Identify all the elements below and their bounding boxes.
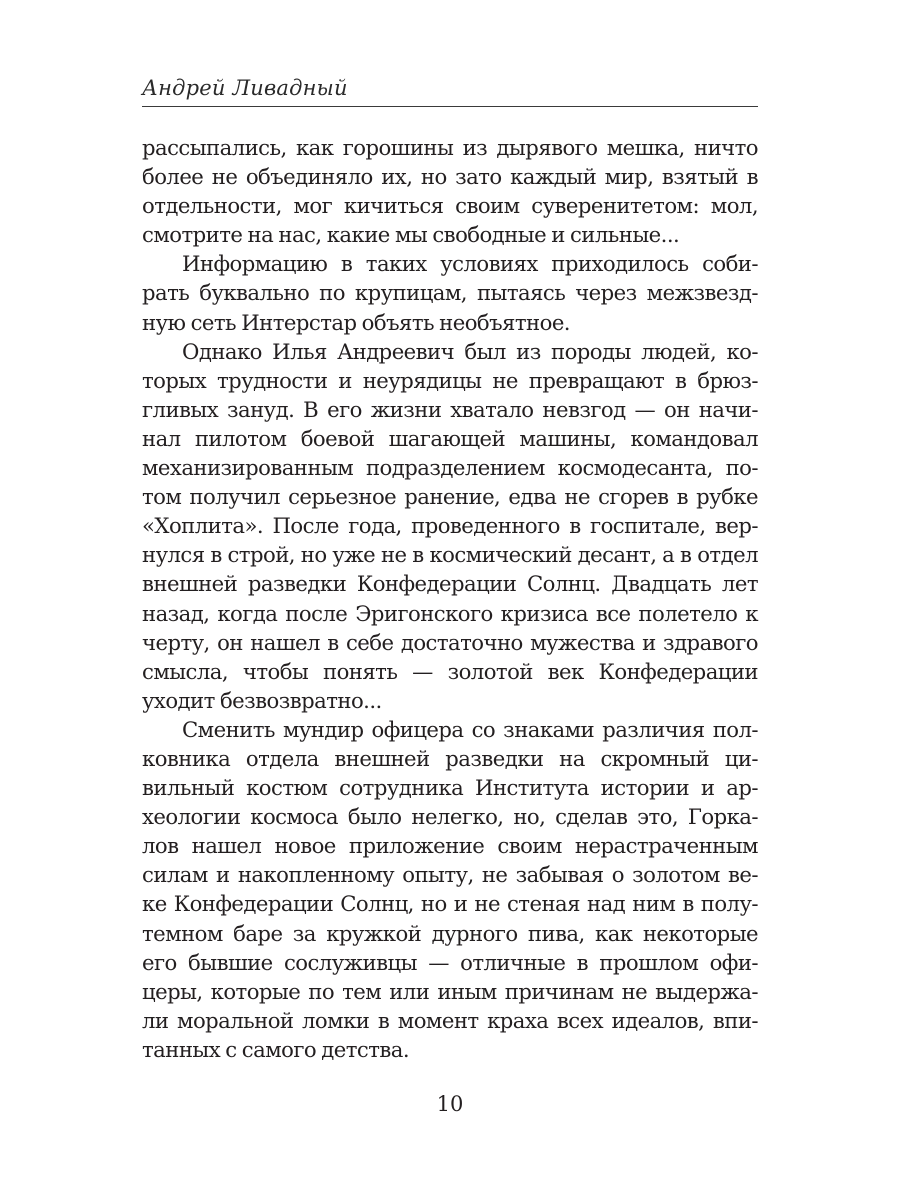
text-line: вильный костюм сотрудника Института истории и ар- [142,775,758,801]
text-line: торых трудности и неурядицы не превращают в брюз- [142,367,758,393]
text-line: ке Конфедерации Солнц, но и не стеная над ним в полу- [142,891,758,917]
text-line: внешней разведки Конфедерации Солнц. Двадцать лет [142,571,758,597]
text-line: «Хоплита». После года, проведенного в госпитале, вер- [142,513,758,539]
text-line: том получил серьезное ранение, едва не сгорев в рубке [142,484,758,510]
text-line: Однако Илья Андреевич был из породы людей, ко- [182,338,758,364]
text-line: ковника отдела внешней разведки на скромный ци- [142,745,758,771]
text-line: нал пилотом боевой шагающей машины, командовал [142,425,758,451]
text-line: хеологии космоса было нелегко, но, сделав это, Горка- [142,804,758,830]
text-line: более не объединяло их, но зато каждый мир, взятый в [142,164,758,190]
text-line: смысла, чтобы понять — золотой век Конфедерации [142,658,758,684]
author-name: Андрей Ливадный [142,76,348,100]
text-line: церы, которые по тем или иным причинам не выдержа- [142,978,758,1004]
text-line: ную сеть Интерстар объять необъятное. [142,309,570,335]
running-head [142,74,758,107]
text-line: рать буквально по крупицам, пытаясь через межзвезд- [142,280,758,306]
text-line: смотрите на нас, какие мы свободные и сильные... [142,222,680,248]
text-line: танных с самого детства. [142,1036,410,1062]
text-line: отдельности, мог кичиться своим суверенитетом: мол, [142,193,758,219]
page-number: 10 [436,1092,464,1116]
book-page [142,0,758,1200]
text-line: рассыпались, как горошины из дырявого мешка, ничто [142,135,758,160]
text-line: лов нашел новое приложение своим нерастраченным [142,833,758,859]
text-line: темном баре за кружкой дурного пива, как некоторые [142,920,758,946]
body-text [142,133,758,1064]
text-line: уходит безвозвратно... [142,687,382,713]
text-line: механизированным подразделением космодесанта, по- [142,455,758,481]
text-line: силам и накопленному опыту, не забывая о золотом ве- [142,862,758,888]
text-line: Сменить мундир офицера со знаками различия пол- [182,716,758,742]
text-line: Информацию в таких условиях приходилось соби- [182,251,758,277]
text-line: нулся в строй, но уже не в космический десант, а в отдел [142,542,758,568]
text-line: черту, он нашел в себе достаточно мужества и здравого [142,629,758,655]
text-line: его бывшие сослуживцы — отличные в прошлом офи- [142,949,758,975]
text-line: гливых зануд. В его жизни хватало невзгод — он начи- [142,396,758,422]
text-line: назад, когда после Эригонского кризиса все полетело к [142,600,758,626]
text-line: ли моральной ломки в момент краха всех идеалов, впи- [142,1007,758,1033]
